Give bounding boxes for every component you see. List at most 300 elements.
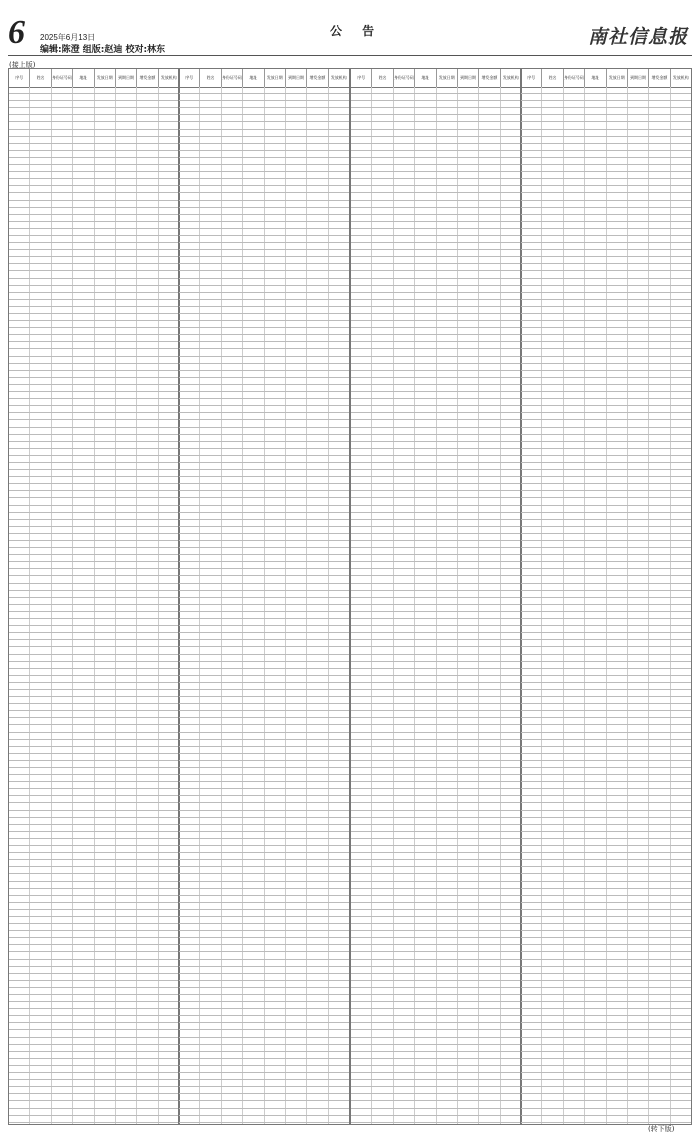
table-cell	[329, 477, 349, 483]
table-cell	[73, 690, 94, 696]
table-cell	[52, 215, 73, 221]
table-row	[179, 1087, 349, 1094]
table-cell	[95, 442, 116, 448]
table-cell	[200, 945, 221, 951]
table-cell	[222, 711, 243, 717]
table-cell	[243, 655, 264, 661]
table-cell	[671, 307, 691, 313]
table-cell	[265, 250, 286, 256]
table-cell	[585, 115, 606, 121]
table-cell	[479, 456, 500, 462]
table-cell	[243, 186, 264, 192]
table-cell	[501, 662, 521, 668]
table-cell	[286, 477, 307, 483]
table-cell	[116, 853, 137, 859]
table-cell	[671, 193, 691, 199]
table-row	[9, 569, 179, 576]
table-cell	[52, 931, 73, 937]
table-cell	[307, 1023, 328, 1029]
table-cell	[137, 669, 158, 675]
table-cell	[30, 172, 51, 178]
table-row	[9, 208, 179, 215]
table-cell	[351, 1016, 372, 1022]
table-cell	[501, 796, 521, 802]
table-cell	[243, 378, 264, 384]
table-cell	[394, 236, 415, 242]
table-cell	[372, 967, 393, 973]
table-cell	[307, 1101, 328, 1107]
table-cell	[222, 1038, 243, 1044]
table-cell	[73, 186, 94, 192]
table-cell	[116, 307, 137, 313]
table-cell	[179, 527, 200, 533]
table-cell	[95, 782, 116, 788]
table-cell	[159, 591, 179, 597]
table-cell	[52, 768, 73, 774]
table-cell	[243, 853, 264, 859]
table-cell	[30, 896, 51, 902]
table-cell	[351, 243, 372, 249]
table-cell	[437, 754, 458, 760]
table-row	[179, 1052, 349, 1059]
table-cell	[286, 328, 307, 334]
table-cell	[458, 555, 479, 561]
table-cell	[286, 250, 307, 256]
table-cell	[95, 796, 116, 802]
table-cell	[265, 321, 286, 327]
table-cell	[501, 945, 521, 951]
table-cell	[95, 1087, 116, 1093]
table-cell	[415, 1002, 436, 1008]
table-cell	[52, 889, 73, 895]
table-cell	[585, 229, 606, 235]
table-cell	[179, 491, 200, 497]
table-cell	[73, 1094, 94, 1100]
table-row	[9, 1080, 179, 1087]
table-cell	[307, 1066, 328, 1072]
table-cell	[394, 484, 415, 490]
table-cell	[222, 491, 243, 497]
page-number: 6	[8, 14, 25, 51]
table-cell	[243, 342, 264, 348]
table-cell	[628, 87, 649, 93]
table-cell	[30, 867, 51, 873]
table-cell	[9, 860, 30, 866]
table-cell	[73, 1123, 94, 1125]
table-cell	[415, 1045, 436, 1051]
table-cell	[329, 271, 349, 277]
table-cell	[9, 406, 30, 412]
table-cell	[479, 882, 500, 888]
table-cell	[243, 1052, 264, 1058]
table-cell	[501, 250, 521, 256]
table-cell	[501, 349, 521, 355]
table-cell	[521, 264, 542, 270]
table-cell	[243, 158, 264, 164]
table-row	[9, 662, 179, 669]
table-cell	[329, 733, 349, 739]
table-row	[351, 293, 521, 300]
table-cell	[73, 428, 94, 434]
table-cell	[9, 101, 30, 107]
table-cell	[372, 442, 393, 448]
table-cell	[394, 520, 415, 526]
table-cell	[179, 1080, 200, 1086]
table-cell	[501, 626, 521, 632]
table-cell	[116, 917, 137, 923]
table-cell	[394, 349, 415, 355]
table-cell	[372, 378, 393, 384]
table-cell	[329, 122, 349, 128]
table-cell	[585, 201, 606, 207]
table-cell	[501, 399, 521, 405]
table-cell	[265, 718, 286, 724]
table-cell	[628, 314, 649, 320]
table-row	[179, 775, 349, 782]
table-cell	[137, 208, 158, 214]
table-cell	[286, 179, 307, 185]
table-cell	[458, 335, 479, 341]
table-cell	[9, 115, 30, 121]
table-cell	[542, 349, 563, 355]
table-row	[179, 1094, 349, 1101]
table-cell	[372, 811, 393, 817]
table-cell	[137, 896, 158, 902]
table-cell	[501, 122, 521, 128]
table-cell	[95, 655, 116, 661]
table-cell	[243, 896, 264, 902]
table-cell	[222, 576, 243, 582]
table-row	[9, 846, 179, 853]
table-cell	[265, 491, 286, 497]
table-cell	[479, 960, 500, 966]
table-cell	[372, 832, 393, 838]
table-row	[521, 137, 691, 144]
table-cell	[351, 662, 372, 668]
table-cell	[116, 236, 137, 242]
table-cell	[479, 995, 500, 1001]
table-cell	[542, 300, 563, 306]
table-cell	[200, 768, 221, 774]
table-row	[9, 555, 179, 562]
table-row	[179, 399, 349, 406]
table-cell	[73, 321, 94, 327]
table-cell	[243, 768, 264, 774]
table-cell	[437, 789, 458, 795]
table-cell	[159, 250, 179, 256]
table-cell	[394, 945, 415, 951]
table-cell	[415, 158, 436, 164]
table-cell	[137, 697, 158, 703]
table-cell	[415, 293, 436, 299]
table-cell	[73, 555, 94, 561]
table-row	[351, 995, 521, 1002]
table-row	[351, 747, 521, 754]
table-cell	[307, 825, 328, 831]
table-cell	[329, 938, 349, 944]
table-cell	[415, 882, 436, 888]
table-cell	[243, 903, 264, 909]
table-row	[9, 87, 179, 94]
table-cell	[137, 349, 158, 355]
table-cell	[243, 165, 264, 171]
table-cell	[243, 704, 264, 710]
table-cell	[329, 903, 349, 909]
table-cell	[116, 520, 137, 526]
table-cell	[286, 158, 307, 164]
table-cell	[159, 137, 179, 143]
table-cell	[372, 144, 393, 150]
table-cell	[52, 655, 73, 661]
table-cell	[437, 456, 458, 462]
table-cell	[200, 789, 221, 795]
table-cell	[95, 683, 116, 689]
table-cell	[501, 201, 521, 207]
table-cell	[137, 342, 158, 348]
table-cell	[437, 137, 458, 143]
table-cell	[415, 832, 436, 838]
table-row	[179, 314, 349, 321]
table-cell	[437, 151, 458, 157]
table-row	[521, 271, 691, 278]
table-cell	[329, 676, 349, 682]
table-cell	[116, 293, 137, 299]
table-row	[351, 725, 521, 732]
table-cell	[351, 1002, 372, 1008]
table-cell	[9, 718, 30, 724]
table-cell	[307, 357, 328, 363]
table-cell	[394, 243, 415, 249]
table-cell	[222, 122, 243, 128]
table-cell	[52, 357, 73, 363]
table-cell	[52, 449, 73, 455]
table-row	[351, 874, 521, 881]
table-row	[351, 690, 521, 697]
table-cell	[458, 250, 479, 256]
table-cell	[116, 87, 137, 93]
table-cell	[542, 137, 563, 143]
table-cell	[9, 697, 30, 703]
table-cell	[437, 534, 458, 540]
table-cell	[351, 513, 372, 519]
table-cell	[501, 889, 521, 895]
table-row	[351, 669, 521, 676]
table-cell	[307, 428, 328, 434]
table-cell	[30, 520, 51, 526]
table-cell	[564, 229, 585, 235]
table-cell	[542, 250, 563, 256]
table-cell	[501, 1094, 521, 1100]
table-cell	[222, 215, 243, 221]
table-cell	[458, 576, 479, 582]
table-cell	[479, 335, 500, 341]
table-cell	[286, 243, 307, 249]
table-cell	[52, 903, 73, 909]
table-cell	[265, 782, 286, 788]
table-cell	[222, 683, 243, 689]
table-cell	[222, 584, 243, 590]
table-cell	[521, 286, 542, 292]
table-cell	[286, 832, 307, 838]
table-cell	[307, 1038, 328, 1044]
table-cell	[200, 981, 221, 987]
table-cell	[479, 1045, 500, 1051]
table-cell	[394, 328, 415, 334]
table-cell	[137, 591, 158, 597]
table-cell	[585, 151, 606, 157]
table-cell	[95, 435, 116, 441]
table-cell	[542, 172, 563, 178]
table-cell	[52, 1052, 73, 1058]
table-cell	[649, 286, 670, 292]
table-cell	[458, 1109, 479, 1115]
table-cell	[585, 130, 606, 136]
table-cell	[607, 250, 628, 256]
table-row	[9, 889, 179, 896]
table-row	[9, 279, 179, 286]
table-cell	[329, 775, 349, 781]
table-row	[351, 1045, 521, 1052]
table-cell	[286, 257, 307, 263]
table-cell	[265, 1023, 286, 1029]
table-row	[351, 449, 521, 456]
table-cell	[137, 789, 158, 795]
table-cell	[73, 669, 94, 675]
table-cell	[415, 215, 436, 221]
table-cell	[265, 1059, 286, 1065]
table-cell	[372, 257, 393, 263]
table-cell	[159, 924, 179, 930]
table-cell	[137, 236, 158, 242]
table-cell	[52, 371, 73, 377]
table-cell	[265, 122, 286, 128]
table-cell	[95, 406, 116, 412]
table-cell	[265, 1038, 286, 1044]
table-cell	[458, 215, 479, 221]
table-row	[521, 342, 691, 349]
table-cell	[200, 1038, 221, 1044]
table-row	[351, 307, 521, 314]
table-cell	[307, 896, 328, 902]
table-cell	[307, 725, 328, 731]
table-cell	[52, 1016, 73, 1022]
table-cell	[351, 811, 372, 817]
table-cell	[437, 442, 458, 448]
table-row	[351, 222, 521, 229]
table-row	[179, 307, 349, 314]
table-cell	[243, 697, 264, 703]
table-cell	[243, 172, 264, 178]
table-cell	[479, 619, 500, 625]
table-cell	[95, 179, 116, 185]
table-cell	[415, 1080, 436, 1086]
table-cell	[501, 392, 521, 398]
table-cell	[501, 1045, 521, 1051]
table-cell	[501, 633, 521, 639]
table-cell	[307, 151, 328, 157]
table-cell	[9, 122, 30, 128]
table-cell	[479, 662, 500, 668]
table-cell	[542, 94, 563, 100]
table-cell	[501, 747, 521, 753]
table-cell	[265, 924, 286, 930]
table-row	[351, 945, 521, 952]
table-cell	[73, 534, 94, 540]
table-cell	[116, 541, 137, 547]
table-cell	[394, 867, 415, 873]
table-cell	[159, 215, 179, 221]
table-cell	[30, 655, 51, 661]
table-cell	[222, 945, 243, 951]
table-row	[351, 917, 521, 924]
table-cell	[307, 399, 328, 405]
table-cell	[52, 995, 73, 1001]
table-cell	[30, 122, 51, 128]
table-row	[521, 357, 691, 364]
table-cell	[351, 733, 372, 739]
table-cell	[351, 796, 372, 802]
table-cell	[458, 392, 479, 398]
table-cell	[137, 279, 158, 285]
table-row	[9, 832, 179, 839]
table-cell	[437, 94, 458, 100]
table-cell	[415, 243, 436, 249]
table-cell	[95, 669, 116, 675]
table-cell	[159, 364, 179, 370]
table-cell	[179, 201, 200, 207]
table-cell	[52, 435, 73, 441]
table-cell	[479, 598, 500, 604]
table-cell	[394, 938, 415, 944]
table-cell	[286, 101, 307, 107]
table-cell	[351, 541, 372, 547]
table-cell	[521, 215, 542, 221]
table-row	[351, 328, 521, 335]
table-cell	[437, 208, 458, 214]
table-cell	[607, 222, 628, 228]
table-cell	[542, 279, 563, 285]
table-cell	[30, 584, 51, 590]
table-cell	[372, 1094, 393, 1100]
table-cell	[501, 569, 521, 575]
table-cell	[415, 264, 436, 270]
table-cell	[286, 960, 307, 966]
table-cell	[394, 378, 415, 384]
table-cell	[30, 633, 51, 639]
table-cell	[501, 860, 521, 866]
table-cell	[479, 151, 500, 157]
table-cell	[542, 115, 563, 121]
table-cell	[30, 250, 51, 256]
table-cell	[437, 108, 458, 114]
table-cell	[479, 981, 500, 987]
table-row	[179, 108, 349, 115]
table-cell	[394, 647, 415, 653]
table-row	[351, 137, 521, 144]
table-cell	[243, 349, 264, 355]
table-cell	[159, 775, 179, 781]
table-cell	[671, 208, 691, 214]
table-row	[179, 371, 349, 378]
table-cell	[458, 640, 479, 646]
table-cell	[73, 640, 94, 646]
table-cell	[200, 477, 221, 483]
table-row	[179, 193, 349, 200]
table-cell	[52, 243, 73, 249]
table-cell	[200, 938, 221, 944]
table-row	[351, 130, 521, 137]
table-cell	[521, 300, 542, 306]
